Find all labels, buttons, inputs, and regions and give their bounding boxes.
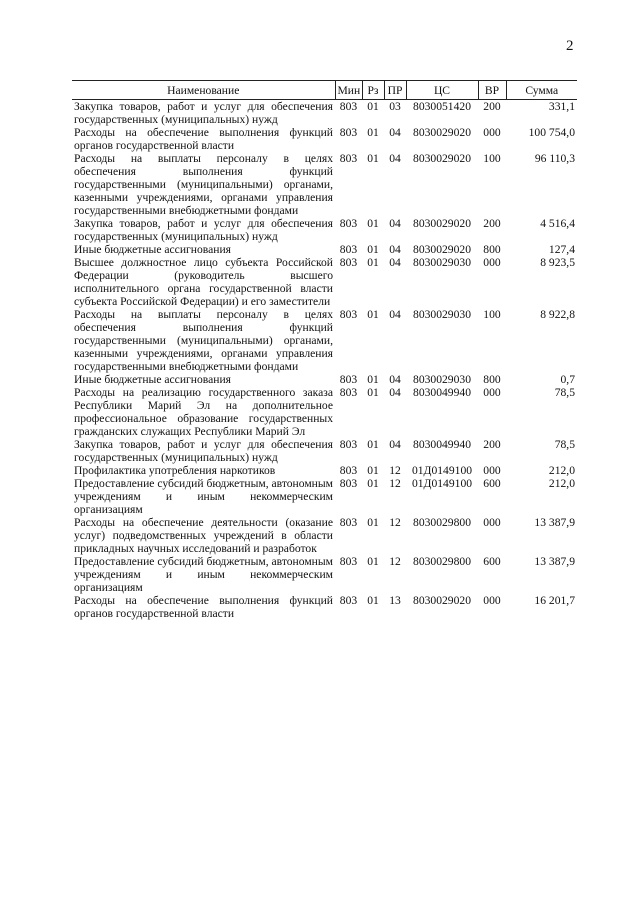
cell-name: Предоставление субсидий бюджетным, автономным учреждениям и иным некоммерческим организациям <box>74 477 334 516</box>
cell-sum: 331,1 <box>548 100 575 113</box>
table-row <box>72 243 577 256</box>
cell-name: Расходы на выплаты персоналу в целях обеспечения выполнения функций государственными (муниципальными) органами, казенными учреждениями, органами управления государственными внебюджетными фондами <box>74 308 333 373</box>
cell-cs: 8030029020 <box>413 217 471 230</box>
cell-vr: 000 <box>483 516 501 529</box>
cell-rz: 01 <box>367 477 379 490</box>
cell-cs: 8030029030 <box>413 373 471 386</box>
cell-cs: 8030051420 <box>413 100 471 113</box>
table-row <box>72 386 577 438</box>
cell-pr: 04 <box>389 386 401 399</box>
header-rz: Рз <box>362 81 384 100</box>
cell-name: Расходы на обеспечение деятельности (оказание услуг) подведомственных учреждений в области прикладных научных исследований и разработок <box>74 516 333 555</box>
cell-name: Расходы на реализацию государственного заказа Республики Марий Эл на дополнительное профессиональное образование государственных гражданских служащих Республики Марий Эл <box>74 386 333 438</box>
cell-rz: 01 <box>367 100 379 113</box>
cell-sum: 16 201,7 <box>534 594 575 607</box>
cell-min: 803 <box>339 555 358 568</box>
cell-min: 803 <box>339 152 358 165</box>
cell-vr: 200 <box>483 438 501 451</box>
cell-min: 803 <box>339 464 358 477</box>
cell-cs: 8030029020 <box>413 243 471 256</box>
table-row <box>72 373 577 386</box>
header-sum: Сумма <box>506 81 577 100</box>
cell-pr: 04 <box>389 217 401 230</box>
cell-sum: 212,0 <box>548 477 575 490</box>
cell-min: 803 <box>339 438 358 451</box>
cell-pr: 12 <box>389 555 401 568</box>
cell-vr: 000 <box>483 126 501 139</box>
cell-cs: 8030049940 <box>413 386 471 399</box>
cell-cs: 01Д0149100 <box>411 477 473 490</box>
table-row <box>72 438 577 464</box>
cell-min: 803 <box>339 256 358 269</box>
cell-pr: 12 <box>389 516 401 529</box>
cell-min: 803 <box>339 126 358 139</box>
cell-name: Закупка товаров, работ и услуг для обеспечения государственных (муниципальных) нужд <box>74 438 333 464</box>
cell-rz: 01 <box>367 386 379 399</box>
cell-vr: 200 <box>483 100 501 113</box>
cell-pr: 04 <box>389 152 401 165</box>
cell-pr: 04 <box>389 243 401 256</box>
header-vr: ВР <box>478 81 506 100</box>
cell-min: 803 <box>339 516 358 529</box>
table-row <box>72 126 577 152</box>
cell-vr: 000 <box>483 464 501 477</box>
table-row <box>72 464 577 477</box>
cell-sum: 212,0 <box>548 464 575 477</box>
cell-vr: 000 <box>483 256 501 269</box>
header-cs: ЦС <box>406 81 478 100</box>
cell-sum: 8 923,5 <box>540 256 575 269</box>
cell-name: Расходы на обеспечение выполнения функций органов государственной власти <box>74 126 333 152</box>
cell-sum: 0,7 <box>560 373 575 386</box>
cell-cs: 8030029020 <box>413 126 471 139</box>
cell-pr: 03 <box>389 100 401 113</box>
cell-vr: 100 <box>483 308 501 321</box>
cell-min: 803 <box>339 100 358 113</box>
cell-vr: 800 <box>483 373 501 386</box>
cell-name: Расходы на выплаты персоналу в целях обеспечения выполнения функций государственными (муниципальными) органами, казенными учреждениями, органами управления государственными внебюджетными фондами <box>74 152 333 217</box>
cell-name: Закупка товаров, работ и услуг для обеспечения государственных (муниципальных) нужд <box>74 100 333 126</box>
cell-pr: 04 <box>389 126 401 139</box>
cell-cs: 8030029020 <box>413 152 471 165</box>
cell-rz: 01 <box>367 243 379 256</box>
cell-rz: 01 <box>367 308 379 321</box>
table-row <box>72 308 577 373</box>
cell-sum: 78,5 <box>554 386 575 399</box>
table-row <box>72 217 577 243</box>
cell-sum: 96 110,3 <box>534 152 575 165</box>
cell-sum: 100 754,0 <box>528 126 575 139</box>
cell-rz: 01 <box>367 438 379 451</box>
cell-sum: 8 922,8 <box>540 308 575 321</box>
cell-name: Иные бюджетные ассигнования <box>74 243 231 256</box>
cell-cs: 8030029800 <box>413 516 471 529</box>
cell-name: Предоставление субсидий бюджетным, автономным учреждениям и иным некоммерческим организациям <box>74 555 334 594</box>
cell-vr: 800 <box>483 243 501 256</box>
cell-cs: 8030049940 <box>413 438 471 451</box>
cell-rz: 01 <box>367 126 379 139</box>
cell-cs: 8030029030 <box>413 256 471 269</box>
table-row <box>72 516 577 555</box>
cell-name: Иные бюджетные ассигнования <box>74 373 231 386</box>
cell-vr: 200 <box>483 217 501 230</box>
cell-cs: 8030029800 <box>413 555 471 568</box>
cell-cs: 8030029020 <box>413 594 471 607</box>
cell-vr: 100 <box>483 152 501 165</box>
table-row <box>72 594 577 620</box>
header-name: Наименование <box>72 81 335 100</box>
cell-sum: 13 387,9 <box>534 555 575 568</box>
cell-vr: 000 <box>483 594 501 607</box>
cell-min: 803 <box>339 373 358 386</box>
cell-cs: 8030029030 <box>413 308 471 321</box>
cell-rz: 01 <box>367 256 379 269</box>
table-body <box>72 100 577 621</box>
budget-table <box>72 80 577 620</box>
cell-vr: 600 <box>483 477 501 490</box>
header-row <box>72 81 577 100</box>
cell-sum: 4 516,4 <box>540 217 575 230</box>
cell-vr: 000 <box>483 386 501 399</box>
cell-rz: 01 <box>367 555 379 568</box>
cell-rz: 01 <box>367 594 379 607</box>
cell-name: Закупка товаров, работ и услуг для обеспечения государственных (муниципальных) нужд <box>74 217 333 243</box>
cell-min: 803 <box>339 217 358 230</box>
cell-min: 803 <box>339 386 358 399</box>
cell-pr: 12 <box>389 477 401 490</box>
table-row <box>72 100 577 127</box>
table-row <box>72 256 577 308</box>
table-header <box>72 81 577 100</box>
cell-rz: 01 <box>367 516 379 529</box>
cell-pr: 13 <box>389 594 401 607</box>
cell-name: Профилактика употребления наркотиков <box>74 464 276 477</box>
cell-sum: 13 387,9 <box>534 516 575 529</box>
cell-pr: 04 <box>389 256 401 269</box>
cell-min: 803 <box>339 308 358 321</box>
cell-name: Высшее должностное лицо субъекта Российской Федерации (руководитель высшего исполнительного органа государственной власти субъекта Российской Федерации) и его заместители <box>74 256 333 308</box>
cell-sum: 127,4 <box>548 243 575 256</box>
cell-min: 803 <box>339 243 358 256</box>
cell-pr: 04 <box>389 438 401 451</box>
cell-pr: 04 <box>389 308 401 321</box>
cell-pr: 12 <box>389 464 401 477</box>
table-row <box>72 152 577 217</box>
cell-sum: 78,5 <box>554 438 575 451</box>
cell-min: 803 <box>339 477 358 490</box>
cell-rz: 01 <box>367 217 379 230</box>
cell-pr: 04 <box>389 373 401 386</box>
cell-min: 803 <box>339 594 358 607</box>
cell-vr: 600 <box>483 555 501 568</box>
cell-name: Расходы на обеспечение выполнения функций органов государственной власти <box>74 594 333 620</box>
cell-cs: 01Д0149100 <box>411 464 473 477</box>
header-min: Мин <box>335 81 362 100</box>
page-number: 2 <box>566 38 574 54</box>
table-row <box>72 477 577 516</box>
header-pr: ПР <box>384 81 406 100</box>
cell-rz: 01 <box>367 373 379 386</box>
table-row <box>72 555 577 594</box>
cell-rz: 01 <box>367 152 379 165</box>
cell-rz: 01 <box>367 464 379 477</box>
